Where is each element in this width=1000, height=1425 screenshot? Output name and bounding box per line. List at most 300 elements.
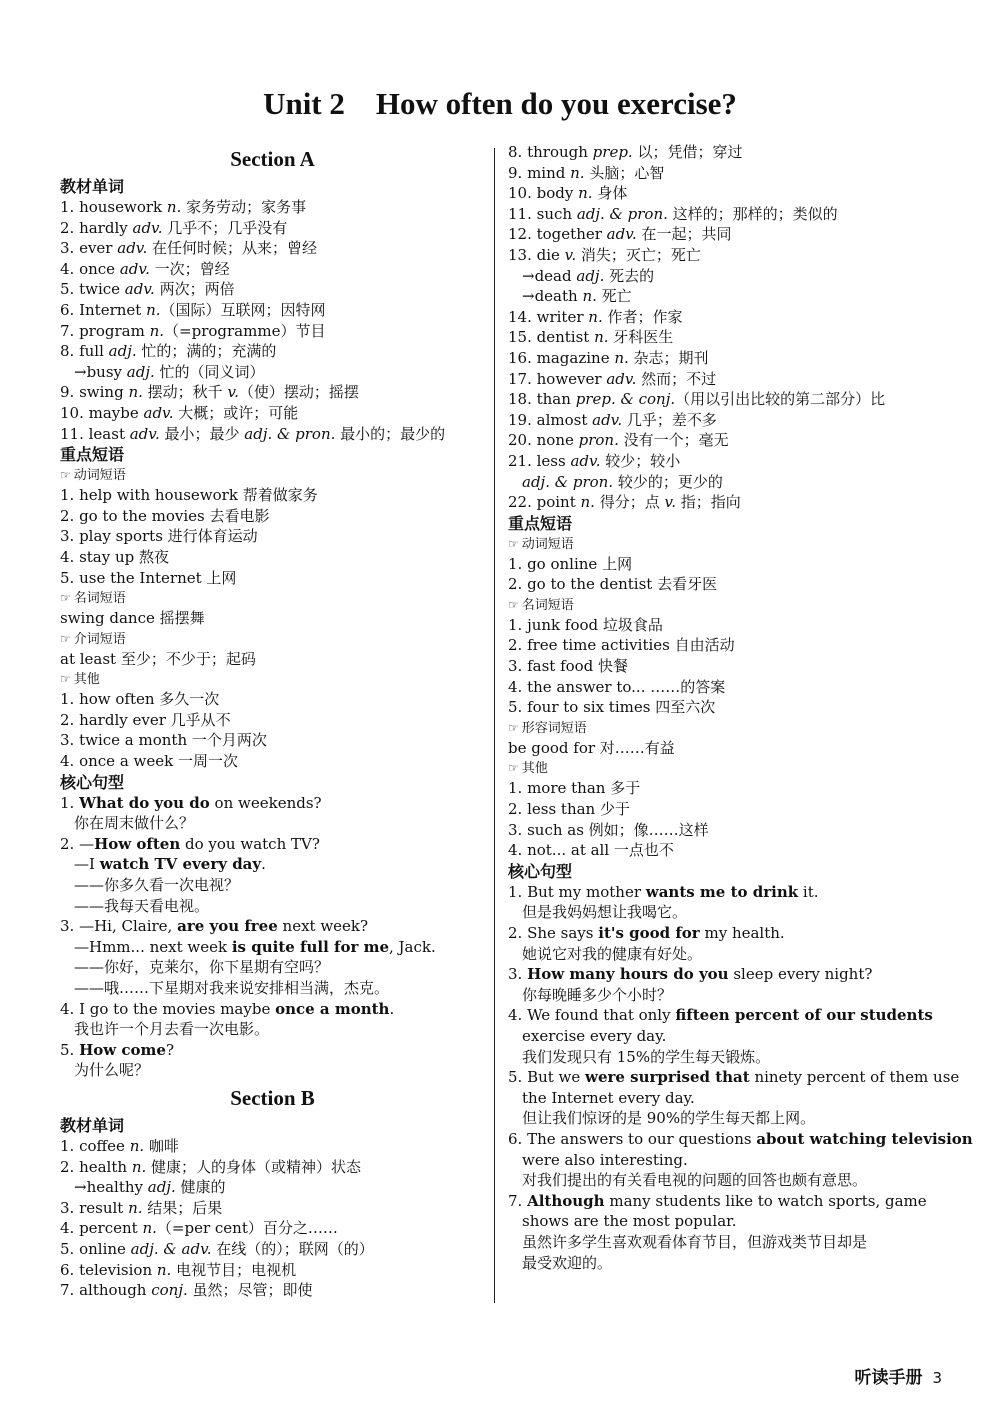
entry-line [508, 163, 940, 184]
entry-line [508, 492, 940, 513]
entry-text: do you watch TV? [180, 834, 320, 853]
part-of-speech: adj. & adv. [130, 1239, 212, 1258]
key-phrase: How often [94, 834, 181, 853]
entry-line [508, 1088, 940, 1109]
entry-text: my health. [699, 924, 785, 942]
entry-text: 15. dentist [508, 328, 595, 347]
entry-text: 在线（的）；联网（的） [211, 1239, 374, 1258]
key-phrase: Although [527, 1191, 605, 1210]
entry-text: 我也许一个月去看一次电影。 [74, 1020, 270, 1039]
entry-text: ——你多久看一次电视？ [74, 876, 240, 895]
pointing-hand-icon: ☞ [60, 631, 71, 646]
entry-line [508, 307, 940, 328]
category-heading: 教材单词 [60, 177, 125, 196]
entry-text: 死去的 [604, 266, 655, 285]
part-of-speech: conj. [151, 1281, 188, 1300]
key-phrase: wants me to drink [645, 882, 799, 901]
entry-text: 死亡 [596, 287, 632, 306]
part-of-speech: adv. [570, 451, 601, 470]
entry-text: 几乎；差不多 [622, 410, 717, 429]
entry-line [60, 218, 485, 239]
entry-text: 13. die [508, 245, 565, 264]
column-divider [494, 148, 495, 1303]
entry-text: 3. play sports 进行体育运动 [60, 527, 258, 546]
entry-text: 2. — [60, 834, 95, 853]
entry-text: exercise every day. [522, 1026, 667, 1045]
entry-text: 10. maybe [60, 403, 144, 422]
entry-text: 但让我们惊讶的是 90%的学生每天都上网。 [522, 1109, 816, 1128]
entry-line [508, 1150, 940, 1171]
entry-text: 22. point [508, 493, 581, 512]
part-of-speech: n. [156, 1260, 172, 1279]
entry-text: 你每晚睡多少个小时？ [522, 985, 673, 1004]
entry-line [508, 204, 940, 225]
page-title: Unit 2 How often do you exercise? [263, 86, 737, 121]
entry-text: 11. least [60, 424, 130, 443]
entry-text: →healthy [74, 1178, 148, 1197]
entry-line [508, 224, 940, 245]
entry-text: 2. free time activities 自由活动 [508, 636, 735, 655]
entry-text: 两次；两倍 [154, 280, 235, 299]
entry-text: 3. result [60, 1198, 129, 1217]
entry-text: 5. use the Internet 上网 [60, 568, 237, 587]
entry-text: 1. housework [60, 198, 167, 216]
pointing-hand-icon: ☞ [508, 536, 519, 551]
entry-text: 4. I go to the movies maybe [60, 999, 276, 1018]
entry-text: 2. hardly ever 几乎从不 [60, 710, 231, 729]
entry-text: 最小；最少 [159, 424, 245, 443]
entry-line [508, 1253, 940, 1274]
entry-line [60, 999, 485, 1020]
part-of-speech: adj. [108, 342, 137, 361]
entry-text: 17. however [508, 369, 607, 388]
entry-text: 1. But my mother [508, 882, 646, 901]
entry-text: 但是我妈妈想让我喝它。 [522, 903, 688, 922]
entry-text: 6. television [60, 1260, 157, 1279]
entry-text: 消失；灭亡；死亡 [576, 245, 701, 264]
entry-line [60, 813, 485, 834]
part-of-speech: adj. [126, 362, 155, 381]
entry-text: 较少的；更少的 [613, 472, 723, 491]
part-of-speech: n. [146, 300, 161, 319]
key-phrase: How many hours do you [527, 965, 729, 984]
entry-text: 4. once [60, 259, 120, 278]
entry-text: 1. coffee [60, 1136, 130, 1155]
entry-text: 虽然许多学生喜欢观看体育节目，但游戏类节目却是 [522, 1232, 868, 1251]
entry-text: 1. [60, 793, 80, 812]
entry-line [508, 389, 940, 410]
entry-text: 7. program [60, 321, 150, 340]
entry-text: 健康；人的身体（或精神）状态 [146, 1157, 362, 1176]
subcategory-label [60, 465, 485, 485]
key-phrase: watch TV every day [99, 855, 262, 874]
entry-line [60, 937, 485, 958]
entry-text: 4. not... at all 一点也不 [508, 841, 674, 860]
entry-line [508, 615, 940, 636]
entry-line [60, 875, 485, 896]
entry-line [508, 902, 940, 923]
entry-text: 3. —Hi, Claire, [60, 917, 178, 936]
entry-text: 3. such as 例如；像……这样 [508, 820, 709, 839]
part-of-speech: n. [580, 493, 595, 512]
entry-line [60, 649, 485, 670]
entry-line [508, 738, 940, 759]
entry-text: 在一起；共同 [636, 225, 732, 244]
entry-text: 2. hardly [60, 218, 133, 237]
pointing-hand-icon: ☞ [508, 597, 519, 612]
entry-line [60, 730, 485, 751]
entry-line [508, 840, 940, 861]
entry-text: 18. than [508, 390, 576, 409]
entry-text: 为什么呢？ [74, 1061, 150, 1080]
entry-text: 结果；后果 [142, 1198, 223, 1217]
entry-line [60, 608, 485, 629]
entry-text: 身体 [592, 184, 628, 203]
entry-line [60, 341, 485, 362]
entry-text: 4. once a week 一周一次 [60, 752, 238, 771]
entry-line [60, 854, 485, 875]
part-of-speech: n. [128, 383, 143, 402]
entry-line [60, 403, 485, 424]
entry-text: 没有一个；毫无 [618, 431, 729, 450]
part-of-speech: n. [128, 1198, 143, 1217]
entry-text: 5. But we [508, 1068, 586, 1087]
entry-line [508, 472, 940, 493]
subcategory-text: 介词短语 [73, 631, 126, 647]
entry-line [508, 985, 940, 1006]
entry-text: 对我们提出的有关看电视的问题的回答也颇有意思。 [522, 1171, 868, 1190]
subcategory-text: 其他 [521, 761, 548, 777]
entry-text: 以；凭借；穿过 [632, 143, 743, 161]
part-of-speech: adv. [606, 369, 637, 388]
category-heading: 教材单词 [60, 1115, 125, 1135]
entry-line [508, 410, 940, 431]
entry-text: 你在周末做什么？ [74, 814, 195, 833]
part-of-speech: adj. [576, 266, 605, 285]
entry-text: 大概；或许；可能 [173, 403, 299, 422]
part-of-speech: n. [149, 321, 165, 340]
entry-text: 1. more than 多于 [508, 779, 641, 798]
entry-line [508, 430, 940, 451]
subcategory-label [508, 718, 940, 738]
entry-line [508, 245, 940, 266]
entry-line [60, 793, 485, 814]
entry-line [508, 882, 940, 903]
category-heading: 核心句型 [508, 861, 573, 881]
key-phrase: What do you do [79, 793, 210, 812]
entry-line [60, 424, 485, 445]
entry-line [60, 896, 485, 917]
entry-text: 1. help with housework 帮着做家务 [60, 486, 318, 505]
entry-text: 4. percent [60, 1219, 143, 1238]
subcategory-label [60, 629, 485, 649]
entry-text: 3. [508, 965, 528, 984]
entry-text: 14. writer [508, 307, 589, 326]
entry-line [60, 506, 485, 527]
entry-text: . [389, 999, 395, 1018]
part-of-speech: adv. [143, 403, 174, 422]
category-heading: 重点短语 [508, 513, 573, 533]
subcategory-label [508, 758, 940, 778]
entry-line [508, 778, 940, 799]
entry-text: on weekends? [209, 793, 322, 812]
part-of-speech: n. [578, 184, 593, 203]
entry-text: swing dance 摇摆舞 [60, 609, 205, 628]
entry-line [508, 964, 940, 985]
entry-line [508, 348, 940, 369]
entry-text: 2. less than 少于 [508, 800, 630, 819]
entry-text: at least 至少；不少于；起码 [60, 649, 256, 668]
entry-line [60, 300, 485, 321]
entry-text: were also interesting. [522, 1150, 688, 1169]
entry-line [60, 1218, 485, 1239]
part-of-speech: adv. [592, 410, 623, 429]
entry-text: 21. less [508, 451, 571, 470]
part-of-speech: adv. [119, 259, 150, 278]
entry-text: 20. none [508, 431, 579, 450]
entry-text: ninety percent of them use [749, 1068, 960, 1087]
entry-text: （=per cent）百分之…… [156, 1219, 338, 1238]
entry-line [508, 1170, 940, 1191]
category-heading: 重点短语 [60, 445, 125, 465]
part-of-speech: adv. [117, 239, 148, 258]
key-phrase: How come [79, 1040, 166, 1059]
entry-line [60, 259, 485, 280]
part-of-speech: adj. & pron. [522, 472, 614, 491]
entry-text: 8. through [508, 143, 593, 161]
subcategory-text: 名词短语 [73, 591, 126, 607]
entry-line [60, 526, 485, 547]
entry-line [60, 238, 485, 259]
entry-line [508, 1232, 940, 1253]
entry-line [508, 266, 940, 287]
entry-text: 7. [508, 1191, 528, 1210]
subcategory-text: 名词短语 [521, 597, 574, 613]
entry-line [60, 547, 485, 568]
entry-text: 头脑；心智 [584, 163, 665, 182]
entry-text: 虽然；尽管；即使 [187, 1281, 313, 1300]
entry-text: the Internet every day. [522, 1088, 695, 1107]
entry-line [508, 451, 940, 472]
entry-text: 4. the answer to... ……的答案 [508, 677, 726, 696]
entry-text: 这样的；那样的；类似的 [667, 204, 838, 223]
entry-text: ? [165, 1040, 175, 1059]
entry-line [508, 677, 940, 698]
entry-line [508, 1005, 940, 1026]
part-of-speech: adv. [129, 424, 160, 443]
part-of-speech: adj. & pron. [244, 424, 336, 443]
key-phrase: once a month [275, 999, 390, 1018]
part-of-speech: n. [166, 198, 182, 216]
subcategory-text: 动词短语 [73, 468, 126, 484]
entry-line [508, 697, 940, 718]
entry-text: ——我每天看电视。 [74, 896, 210, 915]
key-phrase: were surprised that [585, 1068, 750, 1087]
entry-text: 几乎不；几乎没有 [162, 218, 288, 237]
entry-line [508, 1047, 940, 1068]
entry-line [60, 751, 485, 772]
part-of-speech: n. [142, 1219, 157, 1238]
entry-line [508, 369, 940, 390]
entry-text: many students like to watch sports, game [604, 1191, 927, 1210]
entry-text: 4. stay up 熬夜 [60, 547, 170, 566]
key-phrase: it's good for [598, 924, 700, 942]
entry-line [508, 799, 940, 820]
entry-text: 指；指向 [675, 493, 741, 512]
entry-text: 19. almost [508, 410, 593, 429]
entry-text: 11. such [508, 204, 577, 223]
entry-text: . [261, 855, 266, 874]
entry-line [60, 978, 485, 999]
entry-text: 6. Internet [60, 300, 147, 319]
right-column [508, 142, 973, 1273]
entry-line [508, 327, 940, 348]
part-of-speech: adv. [124, 280, 155, 299]
entry-line [60, 568, 485, 589]
entry-text: 6. The answers to our questions [508, 1129, 757, 1148]
entry-text: 摆动；秋千 [142, 383, 228, 402]
part-of-speech: adv. [132, 218, 163, 237]
entry-text: （用以引出比较的第二部分）比 [675, 390, 886, 409]
entry-text: →busy [74, 362, 127, 381]
entry-line [508, 656, 940, 677]
entry-text: 9. mind [508, 163, 571, 182]
part-of-speech: n. [588, 307, 603, 326]
key-phrase: about watching television [756, 1129, 973, 1148]
entry-text: 健康的 [175, 1178, 226, 1197]
entry-text: 她说它对我的健康有好处。 [522, 944, 703, 963]
entry-line [60, 1260, 485, 1281]
entry-text: ——你好，克莱尔，你下星期有空吗？ [74, 958, 330, 977]
section-heading: Section A [230, 147, 315, 171]
entry-text: →death [522, 287, 583, 306]
entry-text: 5. twice [60, 280, 125, 299]
entry-text: 1. go online 上网 [508, 554, 633, 573]
subcategory-label [60, 669, 485, 689]
entry-text: 2. health [60, 1157, 132, 1176]
part-of-speech: n. [594, 328, 609, 347]
entry-line [60, 710, 485, 731]
part-of-speech: pron. [578, 431, 619, 450]
part-of-speech: n. [129, 1136, 145, 1155]
part-of-speech: v. [664, 493, 676, 512]
subcategory-text: 其他 [73, 672, 100, 688]
entry-text: 在任何时候；从来；曾经 [147, 239, 318, 258]
entry-text: 2. go to the movies 去看电影 [60, 506, 270, 525]
entry-line [60, 362, 485, 383]
entry-line [508, 1026, 940, 1047]
entry-text: 12. together [508, 225, 607, 244]
pointing-hand-icon: ☞ [508, 761, 519, 776]
entry-text: （=programme）节目 [164, 321, 326, 340]
part-of-speech: adj. [147, 1178, 176, 1197]
part-of-speech: n. [582, 287, 597, 306]
entry-line [508, 1108, 940, 1129]
subcategory-label [60, 588, 485, 608]
entry-text: —I [74, 855, 100, 874]
key-phrase: is quite full for me [231, 937, 389, 956]
entry-line [508, 286, 940, 307]
entry-line [508, 1129, 973, 1150]
entry-text: shows are the most popular. [522, 1212, 737, 1231]
entry-line [60, 1060, 485, 1081]
entry-text: sleep every night? [728, 965, 873, 984]
entry-text: 7. although [60, 1281, 152, 1300]
entry-text: 10. body [508, 184, 579, 203]
entry-line [60, 485, 485, 506]
entry-line [60, 1198, 485, 1219]
key-phrase: fifteen percent of our students [675, 1006, 933, 1025]
subcategory-text: 形容词短语 [521, 720, 587, 736]
part-of-speech: v. [227, 383, 239, 402]
entry-line [508, 944, 940, 965]
left-column [60, 142, 485, 1301]
entry-text: 然而；不过 [636, 369, 717, 388]
part-of-speech: v. [564, 245, 577, 264]
entry-text: next week? [277, 917, 369, 936]
entry-line [508, 1067, 960, 1088]
part-of-speech: n. [570, 163, 585, 182]
subcategory-label [508, 595, 940, 615]
entry-text: 家务劳动；家务事 [181, 198, 307, 216]
entry-text: be good for 对……有益 [508, 738, 675, 757]
entry-text: ——哦……下星期对我来说安排相当满，杰克。 [74, 979, 390, 997]
entry-text: 得分；点 [594, 493, 665, 512]
entry-text: 5. [60, 1040, 80, 1059]
entry-text: 电视节目；电视机 [171, 1260, 297, 1279]
entry-line [508, 1191, 940, 1212]
entry-text: 5. online [60, 1239, 131, 1258]
category-heading: 核心句型 [60, 772, 125, 792]
entry-line [60, 382, 485, 403]
part-of-speech: prep. & conj. [575, 390, 676, 409]
entry-text: —Hmm... next week [74, 937, 232, 956]
entry-text: 牙科医生 [608, 328, 674, 347]
entry-text: 我们发现只有 15%的学生每天锻炼。 [522, 1047, 771, 1066]
entry-line [60, 1136, 485, 1157]
pointing-hand-icon: ☞ [508, 720, 519, 735]
entry-text: 杂志；期刊 [628, 348, 709, 367]
entry-line [508, 183, 940, 204]
entry-text: 最受欢迎的。 [522, 1253, 613, 1272]
page-footer [854, 1363, 942, 1388]
entry-text: 1. junk food 垃圾食品 [508, 615, 663, 634]
entry-text: （国际）互联网；因特网 [160, 300, 326, 319]
entry-text: 4. We found that only [508, 1006, 676, 1025]
entry-line [508, 142, 940, 163]
entry-text: 较少；较小 [600, 451, 681, 470]
entry-text: 最小的；最少的 [335, 424, 446, 443]
part-of-speech: prep. [592, 143, 633, 161]
entry-text: , Jack. [389, 937, 436, 956]
entry-text: 2. go to the dentist 去看牙医 [508, 575, 718, 594]
pointing-hand-icon: ☞ [60, 591, 71, 606]
entry-text: 3. twice a month 一个月两次 [60, 731, 267, 750]
subcategory-label [508, 534, 940, 554]
entry-line [508, 1211, 940, 1232]
entry-line [60, 1177, 485, 1198]
entry-text: 3. fast food 快餐 [508, 657, 629, 676]
pointing-hand-icon: ☞ [60, 468, 71, 483]
entry-text: it. [798, 882, 819, 901]
entry-text: 5. four to six times 四至六次 [508, 698, 716, 717]
section-heading: Section B [230, 1085, 315, 1110]
entry-text: 咖啡 [144, 1136, 179, 1155]
page-number: 3 [932, 1369, 942, 1387]
entry-line [60, 321, 485, 342]
entry-text: 8. full [60, 342, 109, 361]
entry-text: （使）摆动；摇摆 [238, 383, 359, 402]
